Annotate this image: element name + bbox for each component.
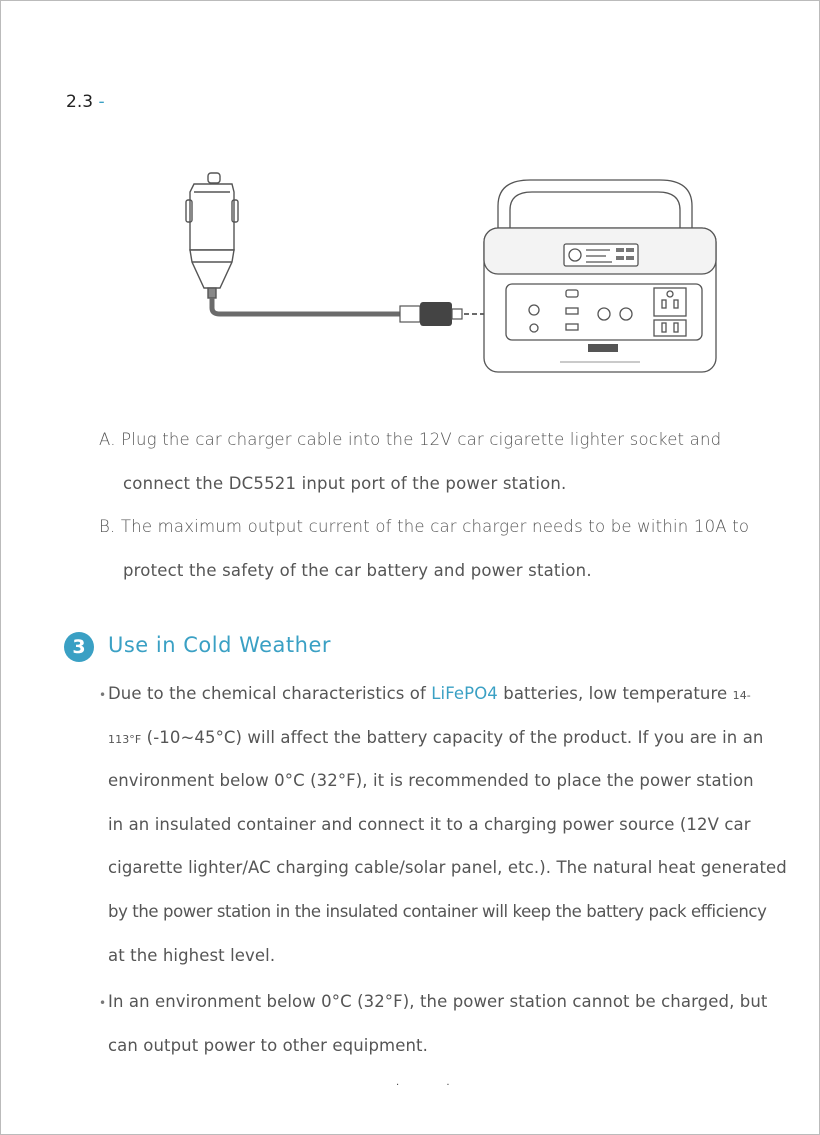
step-a-line-2: connect the DC5521 input port of the power station. [123,474,567,493]
heading-number-badge: 3 [64,632,94,662]
cable [212,298,400,314]
step-b-line-2: protect the safety of the car battery and power station. [123,561,592,580]
bullet-1-line-1-c: batteries, low temperature [497,684,733,703]
section-heading: Use in Cold Weather [108,633,331,657]
bullet-1-line-7: at the highest level. [108,946,276,965]
bullet-2-line-2: can output power to other equipment. [108,1036,428,1055]
car-charger-plug-icon [186,173,238,298]
bullet-2-mark: • [99,996,107,1010]
bullet-1-line-1-lifepo4: LiFePO4 [431,684,498,703]
bullet-1-mark: • [99,688,107,702]
bullet-1-line-2-b: (-10~45°C) will affect the battery capacity of the product. If you are in an [141,728,764,747]
bullet-1-line-1 [108,684,751,703]
power-station-icon [484,180,716,372]
section-number [66,92,105,112]
section-number-text: 2.3 [66,92,94,112]
bullet-1-line-2-temp: 113°F [108,733,142,746]
bullet-1-line-1-temp: 14- [732,689,751,702]
step-b-line-1: B. The maximum output current of the car charger needs to be within 10A to [99,517,750,536]
bullet-1-line-1-a: Due to the chemical characteristics of [108,684,432,703]
section-dash: - [98,92,105,112]
car-charger-illustration [180,170,740,385]
footer-dots: · · [396,1080,472,1091]
bullet-1-line-5: cigarette lighter/AC charging cable/solar panel, etc.). The natural heat generated [108,858,787,877]
bullet-1-line-2 [108,728,763,747]
dc-connector-icon [400,302,462,326]
bullet-1-line-3: environment below 0°C (32°F), it is recommended to place the power station [108,771,754,790]
bullet-1-line-4: in an insulated container and connect it to a charging power source (12V car [108,815,751,834]
step-a-line-1: A. Plug the car charger cable into the 12V car cigarette lighter socket and [99,430,722,449]
bullet-2-line-1: In an environment below 0°C (32°F), the power station cannot be charged, but [108,992,768,1011]
bullet-1-line-6: by the power station in the insulated container will keep the battery pack efficiency [108,902,767,921]
